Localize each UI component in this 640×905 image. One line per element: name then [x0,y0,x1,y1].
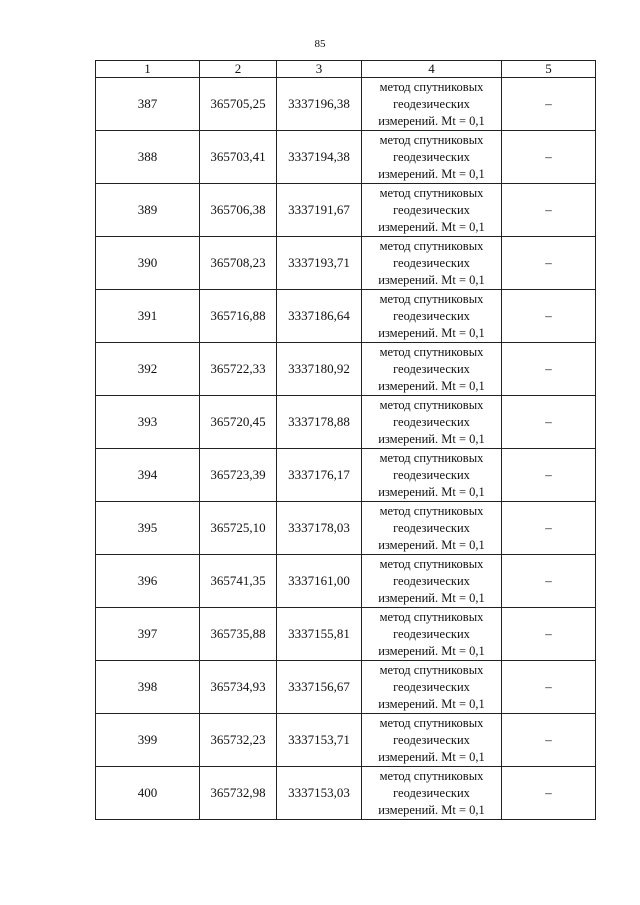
method-line: метод спутниковых [379,291,484,306]
table-row [96,184,596,237]
method-cell [362,449,502,502]
method-cell [362,714,502,767]
note-cell [502,449,596,502]
x-coordinate-cell: 365732,98 [200,767,277,820]
point-number-cell: 388 [96,131,200,184]
x-coordinate-cell: 365703,41 [200,131,277,184]
method-line: метод спутниковых [379,450,484,465]
x-coordinate-cell: 365705,25 [200,78,277,131]
method-line: метод спутниковых [379,397,484,412]
y-coordinate-cell: 3337191,67 [277,184,362,237]
header-col-3: 3 [277,61,362,78]
note-cell [502,78,596,131]
dash-mark: – [545,785,552,800]
method-line: измерений. Mt = 0,1 [378,325,485,340]
method-line: геодезических [393,467,470,482]
page-number: 85 [314,38,326,50]
method-line: геодезических [393,96,470,111]
y-coordinate-cell: 3337178,03 [277,502,362,555]
point-number-cell: 398 [96,661,200,714]
note-cell [502,343,596,396]
method-line: геодезических [393,149,470,164]
x-coordinate-cell: 365741,35 [200,555,277,608]
y-coordinate-cell: 3337196,38 [277,78,362,131]
method-line: геодезических [393,679,470,694]
method-cell [362,343,502,396]
note-cell [502,661,596,714]
table-row [96,608,596,661]
x-coordinate-cell: 365734,93 [200,661,277,714]
method-cell [362,78,502,131]
y-coordinate-cell: 3337186,64 [277,290,362,343]
method-line: метод спутниковых [379,132,484,147]
method-line: измерений. Mt = 0,1 [378,166,485,181]
method-line: измерений. Mt = 0,1 [378,484,485,499]
method-line: измерений. Mt = 0,1 [378,219,485,234]
x-coordinate-cell: 365720,45 [200,396,277,449]
x-coordinate-cell: 365706,38 [200,184,277,237]
method-line: геодезических [393,414,470,429]
y-coordinate-cell: 3337161,00 [277,555,362,608]
note-cell [502,290,596,343]
method-cell [362,184,502,237]
table-header-row [96,61,596,78]
method-line: метод спутниковых [379,79,484,94]
dash-mark: – [545,96,552,111]
header-col-4: 4 [362,61,502,78]
y-coordinate-cell: 3337194,38 [277,131,362,184]
dash-mark: – [545,202,552,217]
header-col-2: 2 [200,61,277,78]
method-line: метод спутниковых [379,768,484,783]
note-cell [502,608,596,661]
method-line: измерений. Mt = 0,1 [378,537,485,552]
method-line: геодезических [393,255,470,270]
point-number-cell: 397 [96,608,200,661]
y-coordinate-cell: 3337153,71 [277,714,362,767]
table-row [96,131,596,184]
method-cell [362,396,502,449]
point-number-cell: 400 [96,767,200,820]
point-number-cell: 399 [96,714,200,767]
y-coordinate-cell: 3337155,81 [277,608,362,661]
y-coordinate-cell: 3337193,71 [277,237,362,290]
note-cell [502,555,596,608]
method-line: геодезических [393,626,470,641]
x-coordinate-cell: 365723,39 [200,449,277,502]
point-number-cell: 396 [96,555,200,608]
method-cell [362,131,502,184]
note-cell [502,184,596,237]
table-row [96,555,596,608]
point-number-cell: 387 [96,78,200,131]
method-line: измерений. Mt = 0,1 [378,378,485,393]
x-coordinate-cell: 365725,10 [200,502,277,555]
table-row [96,502,596,555]
method-line: измерений. Mt = 0,1 [378,696,485,711]
method-line: геодезических [393,308,470,323]
header-col-5: 5 [502,61,596,78]
dash-mark: – [545,679,552,694]
dash-mark: – [545,626,552,641]
header-col-1: 1 [96,61,200,78]
note-cell [502,767,596,820]
method-line: метод спутниковых [379,344,484,359]
table-row [96,661,596,714]
y-coordinate-cell: 3337178,88 [277,396,362,449]
dash-mark: – [545,467,552,482]
method-cell [362,237,502,290]
method-line: метод спутниковых [379,715,484,730]
method-cell [362,767,502,820]
method-line: измерений. Mt = 0,1 [378,643,485,658]
table-row [96,343,596,396]
note-cell [502,502,596,555]
y-coordinate-cell: 3337180,92 [277,343,362,396]
point-number-cell: 394 [96,449,200,502]
y-coordinate-cell: 3337176,17 [277,449,362,502]
table-row [96,396,596,449]
dash-mark: – [545,149,552,164]
dash-mark: – [545,732,552,747]
x-coordinate-cell: 365708,23 [200,237,277,290]
method-line: метод спутниковых [379,503,484,518]
point-number-cell: 390 [96,237,200,290]
dash-mark: – [545,414,552,429]
method-cell [362,555,502,608]
table-row [96,449,596,502]
x-coordinate-cell: 365722,33 [200,343,277,396]
x-coordinate-cell: 365732,23 [200,714,277,767]
method-line: измерений. Mt = 0,1 [378,590,485,605]
method-line: измерений. Mt = 0,1 [378,272,485,287]
dash-mark: – [545,255,552,270]
table-row [96,290,596,343]
method-line: метод спутниковых [379,556,484,571]
note-cell [502,237,596,290]
method-line: метод спутниковых [379,609,484,624]
method-line: метод спутниковых [379,662,484,677]
y-coordinate-cell: 3337156,67 [277,661,362,714]
method-line: геодезических [393,785,470,800]
method-cell [362,290,502,343]
method-line: метод спутниковых [379,185,484,200]
method-line: геодезических [393,732,470,747]
note-cell [502,396,596,449]
method-line: геодезических [393,573,470,588]
table-row [96,767,596,820]
method-cell [362,502,502,555]
dash-mark: – [545,308,552,323]
method-line: геодезических [393,202,470,217]
method-line: геодезических [393,520,470,535]
dash-mark: – [545,361,552,376]
method-line: измерений. Mt = 0,1 [378,802,485,817]
method-line: измерений. Mt = 0,1 [378,431,485,446]
point-number-cell: 391 [96,290,200,343]
dash-mark: – [545,573,552,588]
method-cell [362,661,502,714]
note-cell [502,714,596,767]
point-number-cell: 392 [96,343,200,396]
table-row [96,714,596,767]
method-line: метод спутниковых [379,238,484,253]
dash-mark: – [545,520,552,535]
point-number-cell: 393 [96,396,200,449]
table-body [96,78,596,820]
method-line: измерений. Mt = 0,1 [378,113,485,128]
method-line: геодезических [393,361,470,376]
point-number-cell: 389 [96,184,200,237]
method-line: измерений. Mt = 0,1 [378,749,485,764]
x-coordinate-cell: 365716,88 [200,290,277,343]
note-cell [502,131,596,184]
table-row [96,237,596,290]
method-cell [362,608,502,661]
coordinates-table [95,60,596,820]
point-number-cell: 395 [96,502,200,555]
x-coordinate-cell: 365735,88 [200,608,277,661]
y-coordinate-cell: 3337153,03 [277,767,362,820]
table-row [96,78,596,131]
